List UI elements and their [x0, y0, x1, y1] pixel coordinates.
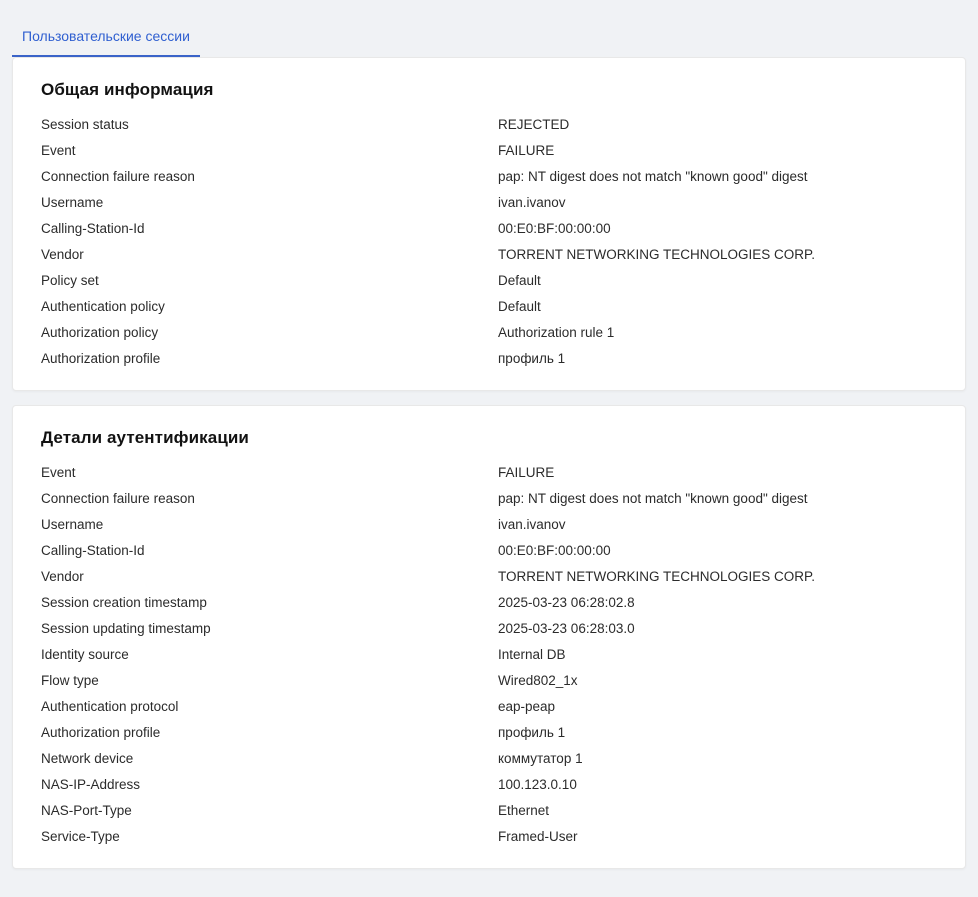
- row-label: Username: [41, 517, 104, 532]
- row-value: Ethernet: [498, 803, 550, 818]
- table-row: [41, 320, 937, 346]
- row-label: Flow type: [41, 673, 99, 688]
- authentication-details-rows: [41, 460, 937, 850]
- tab-bar: [0, 0, 978, 57]
- table-row: [41, 460, 937, 486]
- row-value: TORRENT NETWORKING TECHNOLOGIES CORP.: [498, 569, 816, 584]
- row-label: Service-Type: [41, 829, 120, 844]
- row-value: Internal DB: [498, 647, 566, 662]
- table-row: [41, 564, 937, 590]
- table-row: [41, 216, 937, 242]
- table-row: [41, 190, 937, 216]
- row-label: Authentication policy: [41, 299, 165, 314]
- table-row: [41, 746, 937, 772]
- row-label: Event: [41, 465, 76, 480]
- row-value: pap: NT digest does not match "known good" digest: [498, 491, 808, 506]
- row-value: ivan.ivanov: [498, 517, 566, 532]
- row-label: Authorization profile: [41, 725, 161, 740]
- row-label: Vendor: [41, 247, 84, 262]
- row-label: Calling-Station-Id: [41, 543, 145, 558]
- row-value: Default: [498, 299, 541, 314]
- row-value: профиль 1: [498, 351, 566, 366]
- table-row: [41, 772, 937, 798]
- table-row: [41, 164, 937, 190]
- row-label: NAS-IP-Address: [41, 777, 141, 792]
- page-content: [0, 57, 978, 869]
- row-value: eap-peap: [498, 699, 556, 714]
- table-row: [41, 112, 937, 138]
- row-label: Connection failure reason: [41, 491, 195, 506]
- general-information-rows: [41, 112, 937, 372]
- table-row: [41, 720, 937, 746]
- row-label: Username: [41, 195, 104, 210]
- table-row: [41, 138, 937, 164]
- row-value: 100.123.0.10: [498, 777, 577, 792]
- row-value: REJECTED: [498, 117, 570, 132]
- row-value: pap: NT digest does not match "known good" digest: [498, 169, 808, 184]
- row-label: Vendor: [41, 569, 84, 584]
- row-value: Default: [498, 273, 541, 288]
- row-value: FAILURE: [498, 143, 555, 158]
- row-value: 2025-03-23 06:28:02.8: [498, 595, 635, 610]
- row-value: Authorization rule 1: [498, 325, 615, 340]
- table-row: [41, 242, 937, 268]
- row-label: Event: [41, 143, 76, 158]
- row-label: Session updating timestamp: [41, 621, 211, 636]
- table-row: [41, 512, 937, 538]
- card-title-authentication-details: Детали аутентификации: [41, 428, 249, 447]
- table-row: [41, 486, 937, 512]
- row-label: Policy set: [41, 273, 99, 288]
- row-label: Session status: [41, 117, 129, 132]
- card-authentication-details: [12, 405, 966, 869]
- row-value: TORRENT NETWORKING TECHNOLOGIES CORP.: [498, 247, 816, 262]
- table-row: [41, 590, 937, 616]
- row-value: 00:E0:BF:00:00:00: [498, 221, 611, 236]
- row-value: 2025-03-23 06:28:03.0: [498, 621, 635, 636]
- card-title-general-information: Общая информация: [41, 80, 214, 99]
- row-value: Wired802_1x: [498, 673, 578, 688]
- card-general-information: [12, 57, 966, 391]
- row-value: профиль 1: [498, 725, 566, 740]
- table-row: [41, 346, 937, 372]
- table-row: [41, 268, 937, 294]
- row-value: Framed-User: [498, 829, 578, 844]
- table-row: [41, 642, 937, 668]
- table-row: [41, 668, 937, 694]
- row-value: FAILURE: [498, 465, 555, 480]
- row-label: Session creation timestamp: [41, 595, 207, 610]
- row-value: 00:E0:BF:00:00:00: [498, 543, 611, 558]
- row-label: NAS-Port-Type: [41, 803, 132, 818]
- row-label: Authentication protocol: [41, 699, 179, 714]
- table-row: [41, 616, 937, 642]
- tab-user-sessions[interactable]: Пользовательские сессии: [12, 29, 200, 57]
- row-label: Identity source: [41, 647, 129, 662]
- row-value: ivan.ivanov: [498, 195, 566, 210]
- table-row: [41, 538, 937, 564]
- row-label: Authorization profile: [41, 351, 161, 366]
- row-label: Calling-Station-Id: [41, 221, 145, 236]
- table-row: [41, 798, 937, 824]
- row-value: коммутатор 1: [498, 751, 583, 766]
- table-row: [41, 294, 937, 320]
- row-label: Connection failure reason: [41, 169, 195, 184]
- row-label: Authorization policy: [41, 325, 159, 340]
- table-row: [41, 824, 937, 850]
- row-label: Network device: [41, 751, 134, 766]
- table-row: [41, 694, 937, 720]
